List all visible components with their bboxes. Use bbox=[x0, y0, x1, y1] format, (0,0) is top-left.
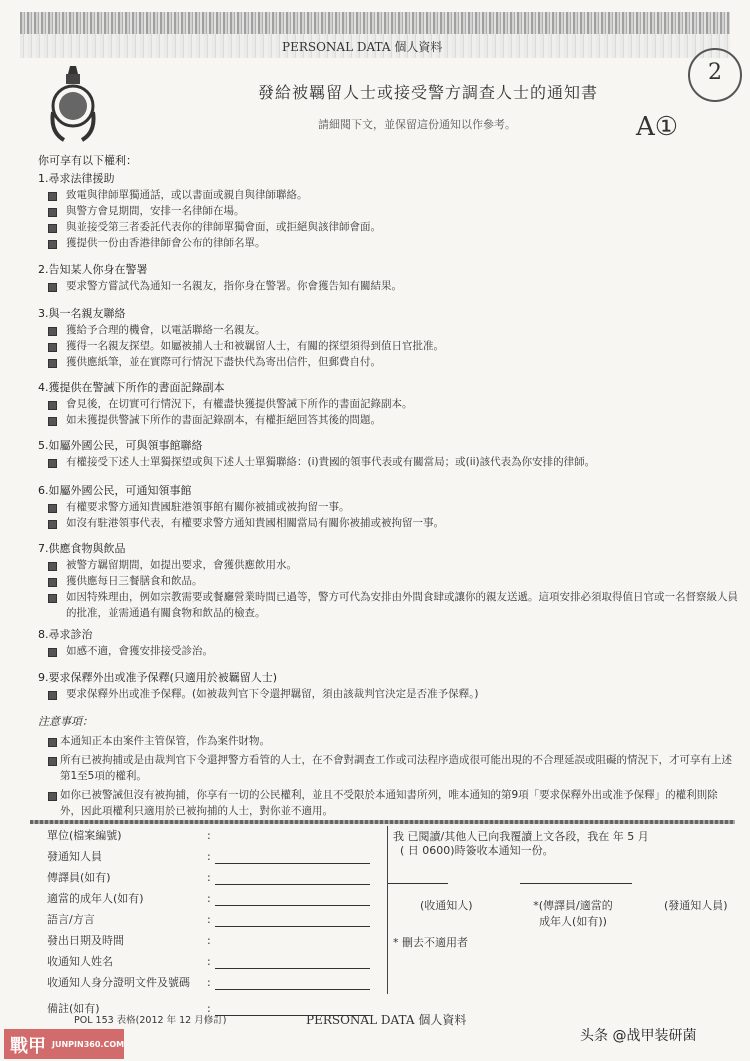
handwritten-circle bbox=[688, 48, 742, 102]
section-bullet: 如感不適，會獲安排接受診治。 bbox=[38, 643, 738, 659]
form-field-label: 適當的成年人(如有) bbox=[47, 892, 144, 905]
handwritten-reference: A① bbox=[636, 112, 679, 142]
note-item: 如你已被警誡但沒有被拘捕，你享有一切的公民權利，並且不受限於本通知書所列，唯本通知的第9項「要求保釋外出或准予保釋」的權利則除外，因此項權利只適用於已被拘捕的人士，對你並不適用。 bbox=[38, 787, 738, 819]
form-colon: : bbox=[207, 976, 211, 989]
section-heading: 9.要求保釋外出或准予保釋(只適用於被羈留人士) bbox=[38, 671, 278, 684]
form-field-input[interactable] bbox=[215, 863, 370, 864]
form-colon: : bbox=[207, 955, 211, 968]
section-bullet: 被警方羈留期間，如提出要求，會獲供應飲用水。 bbox=[38, 557, 738, 573]
acknowledgement-text-2: ( 日 0600)時簽收本通知一份。 bbox=[400, 844, 554, 857]
rights-section bbox=[38, 171, 738, 251]
form-field-input[interactable] bbox=[215, 926, 370, 927]
form-field-input[interactable] bbox=[215, 905, 370, 906]
form-field-input[interactable] bbox=[215, 989, 370, 990]
form-column-divider bbox=[387, 826, 388, 994]
document-subtitle: 請細閱下文，並保留這份通知以作參考。 bbox=[318, 118, 516, 131]
scan-noise-band bbox=[20, 12, 730, 34]
form-field-label: 發出日期及時間 bbox=[47, 934, 124, 947]
section-bullet: 會見後，在切實可行情況下，有權盡快獲提供警誡下所作的書面記錄副本。 bbox=[38, 396, 738, 412]
section-heading: 8.尋求診治 bbox=[38, 628, 93, 641]
rights-section bbox=[38, 380, 738, 428]
section-bullet: 獲提供一份由香港律師會公布的律師名單。 bbox=[38, 235, 738, 251]
form-colon: : bbox=[207, 913, 211, 926]
rights-intro: 你可享有以下權利： bbox=[38, 154, 137, 167]
section-bullet: 獲給予合理的機會，以電話聯絡一名親友。 bbox=[38, 322, 738, 338]
form-field-label: 傳譯員(如有) bbox=[47, 871, 111, 884]
rights-section bbox=[38, 670, 738, 702]
form-field-label: 語言/方言 bbox=[47, 913, 95, 926]
acknowledgement-text: 我 已閱讀/其他人已向我覆讀上文各段，我在 年 5 月 bbox=[393, 830, 649, 843]
section-heading: 5.如屬外國公民，可與領事館聯絡 bbox=[38, 439, 203, 452]
section-bullet: 要求警方嘗試代為通知一名親友，指你身在警署。你會獲告知有關結果。 bbox=[38, 278, 738, 294]
watermark-logo: 戰甲 JUNPIN360.COM bbox=[4, 1029, 124, 1059]
form-field-label: 備註(如有) bbox=[47, 1002, 100, 1015]
form-number: POL 153 表格(2012 年 12 月修訂) bbox=[74, 1015, 227, 1026]
rights-section bbox=[38, 262, 738, 294]
police-crest-logo bbox=[50, 62, 96, 144]
rights-section bbox=[38, 541, 738, 621]
form-field-label: 收通知人身分證明文件及號碼 bbox=[47, 976, 190, 989]
rights-section bbox=[38, 438, 738, 470]
form-colon: : bbox=[207, 1002, 211, 1015]
notes-section bbox=[38, 714, 738, 819]
section-bullet: 獲供應紙筆，並在實際可行情況下盡快代為寄出信件，但郵費自付。 bbox=[38, 354, 738, 370]
notes-heading: 注意事項： bbox=[38, 715, 93, 728]
rights-section bbox=[38, 306, 738, 370]
credit-text: 头条 @战甲装研菌 bbox=[580, 1028, 697, 1044]
rights-section bbox=[38, 627, 738, 659]
issuer-signature-label: (發通知人員) bbox=[664, 899, 728, 912]
section-bullet: 獲供應每日三餐膳食和飲品。 bbox=[38, 573, 738, 589]
form-colon: : bbox=[207, 934, 211, 947]
receiver-signature-label: (收通知人) bbox=[420, 899, 473, 912]
section-bullet: 獲得一名親友探望。如屬被捕人士和被羈留人士，有關的探望須得到值日官批准。 bbox=[38, 338, 738, 354]
section-heading: 4.獲提供在警誡下所作的書面記錄副本 bbox=[38, 381, 225, 394]
personal-data-header: PERSONAL DATA 個人資料 bbox=[282, 40, 443, 54]
rights-section bbox=[38, 483, 738, 531]
section-bullet: 如因特殊理由，例如宗教需要或餐廳營業時間已過等，警方可代為安排由外間食肆或讓你的親友送遞。這項安排必須取得值日官或一名督察級人員的批准，並需通過有關食物和飲品的檢查。 bbox=[38, 589, 738, 621]
section-bullet: 有權接受下述人士單獨探望或與下述人士單獨聯絡：(i)貴國的領事代表或有關當局；或(ii)該代表為你安排的律師。 bbox=[38, 454, 738, 470]
document-title: 發給被羈留人士或接受警方調查人士的通知書 bbox=[258, 83, 599, 102]
section-bullet: 與並接受第三者委託代表你的律師單獨會面，或拒絕與該律師會面。 bbox=[38, 219, 738, 235]
form-divider bbox=[30, 820, 735, 824]
section-bullet: 致電與律師單獨通話，或以書面或親自與律師聯絡。 bbox=[38, 187, 738, 203]
section-bullet: 有權要求警方通知貴國駐港領事館有關你被捕或被拘留一事。 bbox=[38, 499, 738, 515]
section-heading: 1.尋求法律援助 bbox=[38, 172, 115, 185]
section-heading: 2.告知某人你身在警署 bbox=[38, 263, 148, 276]
form-colon: : bbox=[207, 892, 211, 905]
signature-line[interactable] bbox=[520, 883, 632, 884]
form-field-label: 發通知人員 bbox=[47, 850, 102, 863]
interpreter-signature-label: *(傳譯員/適當的成年人(如有)) bbox=[533, 899, 613, 928]
form-colon: : bbox=[207, 850, 211, 863]
section-heading: 6.如屬外國公民，可通知領事館 bbox=[38, 484, 192, 497]
section-bullet: 與警方會見期間，安排一名律師在場。 bbox=[38, 203, 738, 219]
footnote: * 刪去不適用者 bbox=[393, 936, 468, 949]
form-field-input[interactable] bbox=[215, 884, 370, 885]
form-colon: : bbox=[207, 871, 211, 884]
form-field-input[interactable] bbox=[215, 968, 370, 969]
section-bullet: 要求保釋外出或准予保釋。(如被裁判官下令還押羈留，須由該裁判官決定是否准予保釋。) bbox=[38, 686, 738, 702]
section-heading: 7.供應食物與飲品 bbox=[38, 542, 126, 555]
note-item: 所有已被拘捕或是由裁判官下令還押警方看管的人士，在不會對調查工作或司法程序造成很可能出現的不合理延誤或阻礙的情況下，才可享有上述第1至5項的權利。 bbox=[38, 752, 738, 784]
form-field-label: 收通知人姓名 bbox=[47, 955, 113, 968]
form-colon: : bbox=[207, 829, 211, 842]
note-item: 本通知正本由案件主管保管，作為案件財物。 bbox=[38, 733, 738, 749]
section-bullet: 如沒有駐港領事代表，有權要求警方通知貴國相關當局有關你被捕或被拘留一事。 bbox=[38, 515, 738, 531]
personal-data-footer: PERSONAL DATA 個人資料 bbox=[306, 1013, 467, 1027]
section-bullet: 如未獲提供警誡下所作的書面記錄副本，有權拒絕回答其後的問題。 bbox=[38, 412, 738, 428]
circled-number: 2 bbox=[708, 60, 722, 85]
section-heading: 3.與一名親友聯絡 bbox=[38, 307, 126, 320]
signature-line[interactable] bbox=[388, 883, 448, 884]
form-field-label: 單位(檔案編號) bbox=[47, 829, 122, 842]
